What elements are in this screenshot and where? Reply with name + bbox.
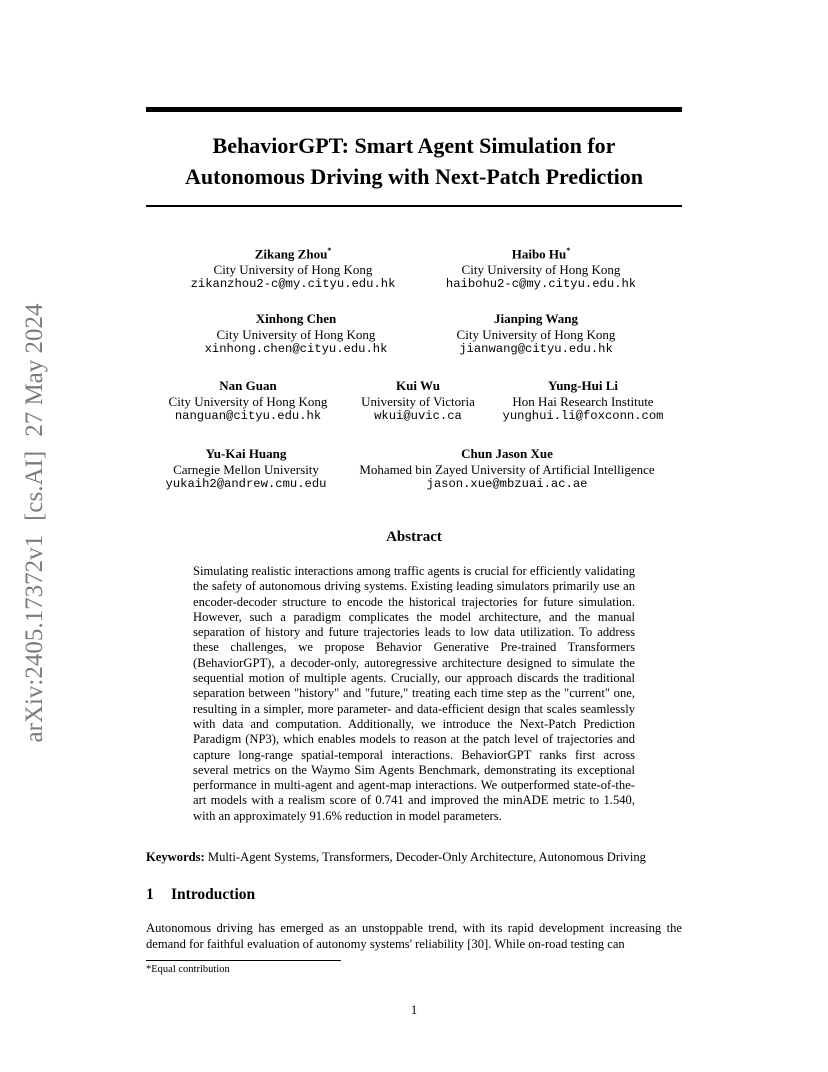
page-number: 1 [410, 1003, 418, 1017]
author-email: nanguan@cityu.edu.hk [174, 409, 322, 423]
keywords [146, 850, 686, 865]
author-name: Jianping Wang [494, 311, 578, 326]
author-block [327, 446, 687, 493]
author-name: Kui Wu [396, 378, 440, 393]
title-bottom-rule [146, 205, 682, 207]
author-affiliation: Mohamed bin Zayed University of Artificial Intelligence [359, 461, 655, 477]
author-block [423, 378, 743, 425]
author-affiliation: City University of Hong Kong [213, 261, 373, 277]
author-email: jianwang@cityu.edu.hk [459, 342, 613, 356]
equal-contribution-mark: * [327, 246, 332, 255]
footnote: *Equal contribution [146, 964, 230, 975]
author-name: Zikang Zhou [254, 246, 328, 262]
paper-title [146, 130, 682, 192]
author-block [376, 311, 696, 358]
equal-contribution-mark: * [566, 246, 571, 255]
author-email: jason.xue@mbzuai.ac.ae [426, 477, 588, 491]
author-affiliation: City University of Hong Kong [456, 326, 616, 342]
section-heading [146, 886, 255, 904]
author-affiliation: Carnegie Mellon University [173, 461, 319, 477]
author-name: Yu-Kai Huang [205, 446, 287, 461]
author-name: Yung-Hui Li [548, 378, 618, 393]
keywords-label: Keywords: [146, 850, 205, 864]
section-title: Introduction [171, 886, 256, 903]
footnote-rule [146, 960, 341, 961]
title-line-2: Autonomous Driving with Next-Patch Prediction [185, 164, 643, 189]
author-block [381, 243, 701, 293]
section-number: 1 [146, 886, 154, 903]
arxiv-date: 27 May 2024 [21, 303, 48, 437]
author-name: Haibo Hu [511, 246, 567, 262]
author-email: yukaih2@andrew.cmu.edu [165, 477, 327, 491]
author-email: yunghui.li@foxconn.com [502, 409, 664, 423]
abstract-text: Simulating realistic interactions among traffic agents is crucial for efficiently validating the safety of autonomous driving systems. Existing leading simulators primarily use an encoder-decoder structure to encode the historical trajectories for future simulation. However, such a paradigm complicates the model architecture, and the manual separation of history and future trajectories leads to low data utilization. To address these challenges, we propose Behavior Generative Pre-trained Transformers (BehaviorGPT), a decoder-only, autoregressive architecture designed to simulate the sequential motion of multiple agents. Crucially, our approach discards the traditional separation between "history" and "future," treating each time step as the "current" one, resulting in a simpler, more parameter- and data-efficient design that scales seamlessly with data and computation. Additionally, we introduce the Next-Patch Prediction Paradigm (NP3), which enables models to reason at the patch level of trajectories and capture long-range spatial-temporal interactions. BehaviorGPT ranks first across several metrics on the Waymo Sim Agents Benchmark, demonstrating its exceptional performance in multi-agent and agent-map interactions. We outperformed state-of-the-art models with a realism score of 0.741 and improved the minADE metric to 1.540, with an approximately 91.6% reduction in model parameters. [193, 564, 635, 823]
author-name: Xinhong Chen [255, 311, 337, 326]
author-email: haibohu2-c@my.cityu.edu.hk [445, 277, 637, 292]
author-affiliation: City University of Hong Kong [461, 261, 621, 277]
author-name: Nan Guan [219, 378, 277, 393]
arxiv-category: [cs.AI] [21, 450, 48, 521]
author-email: xinhong.chen@cityu.edu.hk [204, 342, 388, 356]
author-email: wkui@uvic.ca [374, 409, 462, 423]
author-affiliation: University of Victoria [361, 393, 475, 409]
title-line-1: BehaviorGPT: Smart Agent Simulation for [212, 133, 616, 158]
author-affiliation: City University of Hong Kong [216, 326, 376, 342]
introduction-text: Autonomous driving has emerged as an unstoppable trend, with its rapid development increasing the demand for faithful evaluation of autonomy systems' reliability [30]. While on-road testing can [146, 921, 682, 951]
arxiv-stamp [18, 263, 52, 783]
author-affiliation: City University of Hong Kong [168, 393, 328, 409]
author-email: zikanzhou2-c@my.cityu.edu.hk [190, 277, 396, 292]
keywords-text: Multi-Agent Systems, Transformers, Decoder-Only Architecture, Autonomous Driving [207, 850, 646, 864]
title-top-rule [146, 107, 682, 112]
arxiv-id: arXiv:2405.17372v1 [21, 534, 48, 743]
author-name: Chun Jason Xue [461, 446, 553, 461]
author-affiliation: Hon Hai Research Institute [512, 393, 654, 409]
abstract-heading: Abstract [386, 529, 442, 545]
